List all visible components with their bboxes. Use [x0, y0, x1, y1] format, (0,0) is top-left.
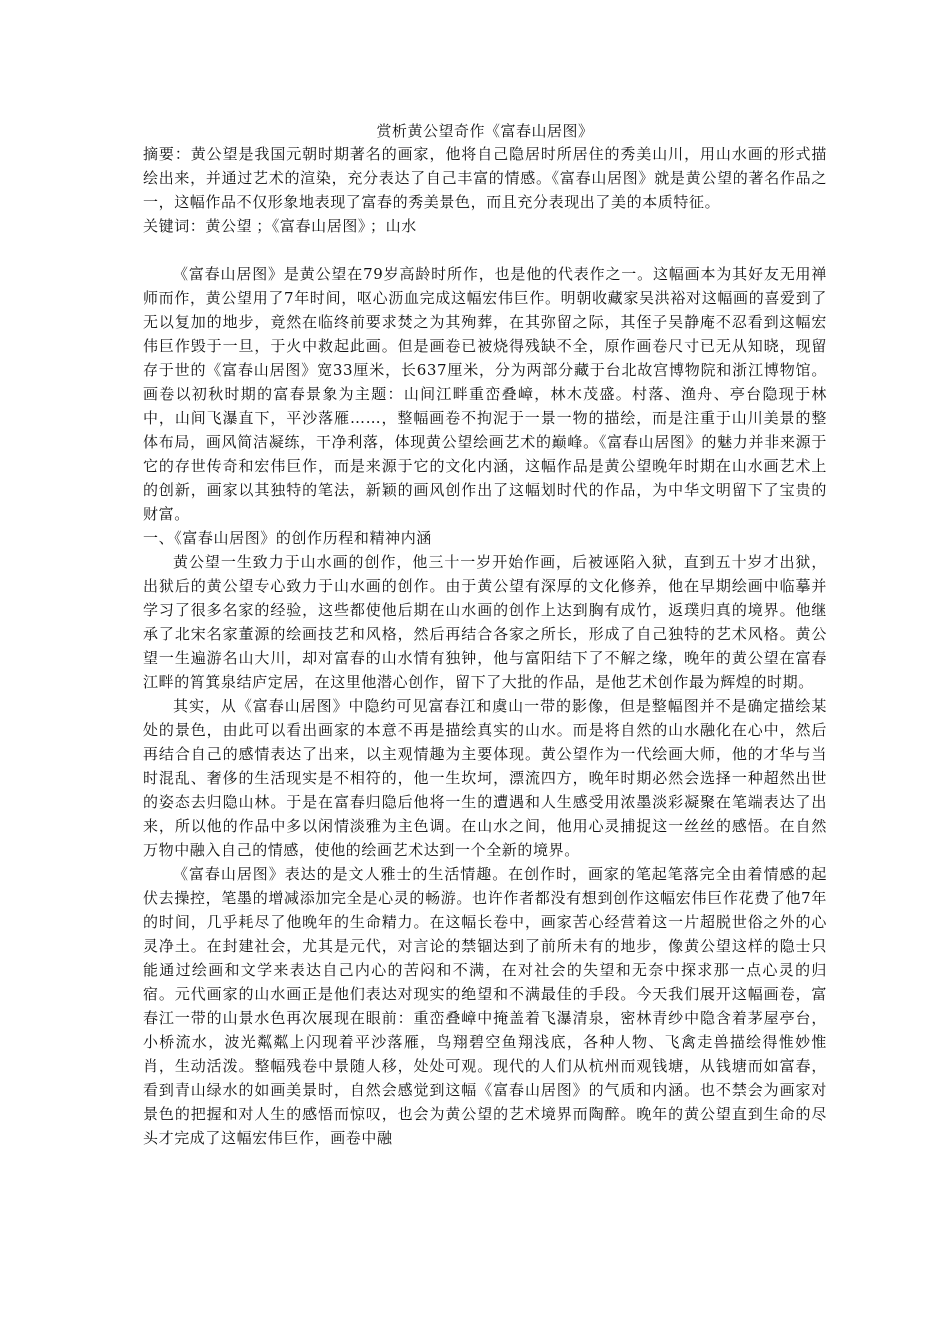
keyword-separator: ；	[370, 217, 386, 235]
abstract-label: 摘要：	[143, 145, 191, 163]
abstract	[143, 142, 827, 214]
blank-line	[143, 238, 827, 262]
document-title: 赏析黄公望奇作《富春山居图》	[376, 122, 594, 140]
body-paragraph: 黄公望一生致力于山水画的创作，他三十一岁开始作画，后被诬陷入狱，直到五十岁才出狱，出狱后的黄公望专心致力于山水画的创作。由于黄公望有深厚的文化修养，他在早期绘画中临摹并学习了很多名家的经验，这些都使他后期在山水画的创作上达到胸有成竹，返璞归真的境界。他继承了北宋名家董源的绘画技艺和风格，然后再结合各家之所长，形成了自己独特的艺术风格。黄公望一生遍游名山大川，却对富春的山水情有独钟，他与富阳结下了不解之缘，晚年的黄公望在富春江畔的筲箕泉结庐定居，在这里他潜心创作，留下了大批的作品，是他艺术创作最为辉煌的时期。	[143, 553, 827, 691]
keyword: 黄公望	[205, 217, 253, 235]
keyword: 山水	[385, 217, 417, 235]
body-paragraph: 其实，从《富春山居图》中隐约可见富春江和虞山一带的影像，但是整幅图并不是确定描绘某处的景色，由此可以看出画家的本意不再是描绘真实的山水。而是将自然的山水融化在心中，然后再结合自己的感情表达了出来，以主观情趣为主要体现。黄公望作为一代绘画大师，他的才华与当时混乱、奢侈的生活现实是不相符的，他一生坎坷，漂流四方，晚年时期必然会选择一种超然出世的姿态去归隐山林。于是在富春归隐后他将一生的遭遇和人生感受用浓墨淡彩凝聚在笔端表达了出来，所以他的作品中多以闲情淡雅为主色调。在山水之间，他用心灵捕捉这一丝丝的感悟。在自然万物中融入自己的情感，使他的绘画艺术达到一个全新的境界。	[143, 697, 827, 859]
keyword: 《富春山居图》	[271, 217, 367, 235]
keywords-label: 关键词：	[143, 217, 206, 235]
document-page	[143, 120, 827, 1150]
keyword-separator: ；	[256, 217, 272, 235]
intro-paragraph: 《富春山居图》是黄公望在79岁高龄时所作，也是他的代表作之一。这幅画本为其好友无用禅师而作，黄公望用了7年时间，呕心沥血完成这幅宏伟巨作。明朝收藏家吴洪裕对这幅画的喜爱到了无以复加的地步，竟然在临终前要求焚之为其殉葬，在其弥留之际，其侄子吴静庵不忍看到这幅宏伟巨作毁于一旦，于火中救起此画。但是画卷已被烧得残缺不全，原作画卷尺寸已无从知晓，现留存于世的《富春山居图》宽33厘米，长637厘米，分为两部分藏于台北故宫博物院和浙江博物馆。画卷以初秋时期的富春景象为主题：山间江畔重峦叠嶂，林木茂盛。村落、渔舟、亭台隐现于林中，山间飞瀑直下，平沙落雁……，整幅画卷不拘泥于一景一物的描绘，而是注重于山川美景的整体布局，画风简洁凝练，干净利落，体现黄公望绘画艺术的巅峰。《富春山居图》的魅力并非来源于它的存世传奇和宏伟巨作，而是来源于它的文化内涵，这幅作品是黄公望晚年时期在山水画艺术上的创新，画家以其独特的笔法，新颖的画风创作出了这幅划时代的作品，为中华文明留下了宝贵的财富。	[143, 265, 827, 523]
section-heading: 一、《富春山居图》的创作历程和精神内涵	[143, 529, 432, 547]
body-paragraph: 《富春山居图》表达的是文人雅士的生活情趣。在创作时，画家的笔起笔落完全由着情感的起伏去操控，笔墨的增减添加完全是心灵的畅游。也许作者都没有想到创作这幅宏伟巨作花费了他7年的时间，几乎耗尽了他晚年的生命精力。在这幅长卷中，画家苦心经营着这一片超脱世俗之外的心灵净土。在封建社会，尤其是元代，对言论的禁锢达到了前所未有的地步，像黄公望这样的隐士只能通过绘画和文学来表达自己内心的苦闷和不满，在对社会的失望和无奈中探求那一点心灵的归宿。元代画家的山水画正是他们表达对现实的绝望和不满最佳的手段。今天我们展开这幅画卷，富春江一带的山景水色再次展现在眼前：重峦叠嶂中掩盖着飞瀑清泉，密林青纱中隐含着茅屋亭台，小桥流水，波光粼粼上闪现着平沙落雁，鸟翔碧空鱼翔浅底，各种人物、飞禽走兽描绘得惟妙惟肖，生动活泼。整幅残卷中景随人移，处处可观。现代的人们从杭州而观钱塘，从钱塘而如富春，看到青山绿水的如画美景时，自然会感觉到这幅《富春山居图》的气质和内涵。也不禁会为画家对景色的把握和对人生的感悟而惊叹，也会为黄公望的艺术境界而陶醉。晚年的黄公望直到生命的尽头才完成了这幅宏伟巨作，画卷中融	[143, 865, 827, 1147]
keywords	[143, 214, 827, 238]
abstract-text: 黄公望是我国元朝时期著名的画家，他将自己隐居时所居住的秀美山川，用山水画的形式描绘出来，并通过艺术的渲染，充分表达了自己丰富的情感。《富春山居图》就是黄公望的著名作品之一，这幅作品不仅形象地表现了富春的秀美景色，而且充分表现出了美的本质特征。	[143, 145, 827, 211]
